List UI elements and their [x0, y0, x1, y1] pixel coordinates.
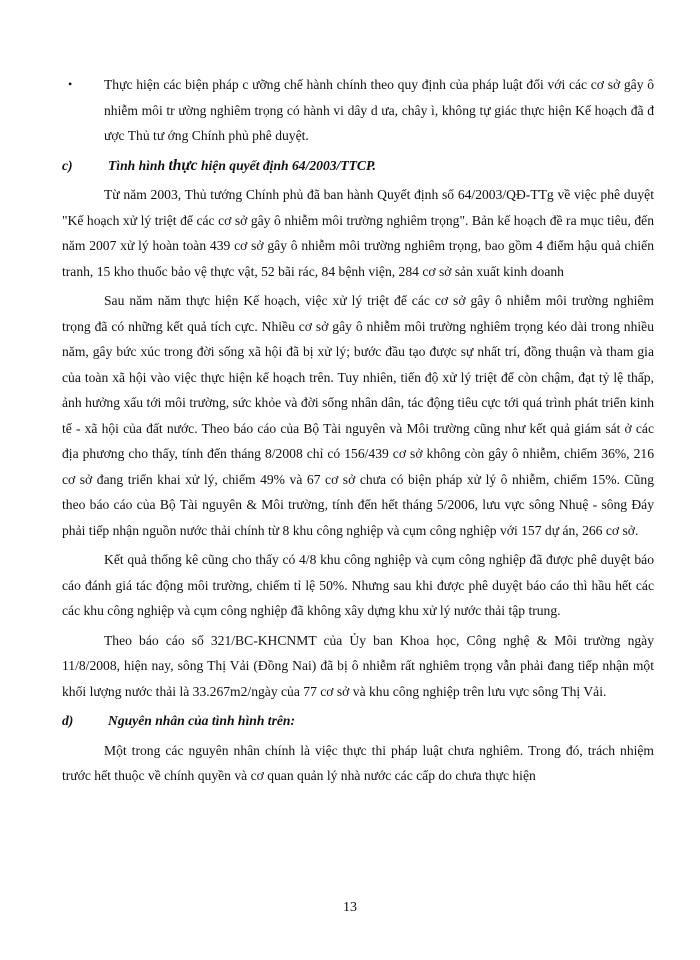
section-c-marker: c)	[62, 157, 73, 173]
section-c-heading	[62, 153, 654, 179]
section-d-marker: d)	[62, 713, 74, 728]
section-c-title-part1: Tình hình	[108, 157, 169, 173]
paragraph-c-2: Sau năm năm thực hiện Kế hoạch, việc xử lý triệt để các cơ sở gây ô nhiễm môi trường nghiêm trọng đã có những kết quả tích cực. Nhiều cơ sở gây ô nhiễm môi trường nghiêm trọng kéo dài trong nhiều năm, gây bức xúc trong đời sống xã hội đã bị xử lý; bước đầu tạo được sự nhất trí, đồng thuận và tham gia của toàn xã hội vào việc thực hiện kế hoạch trên. Tuy nhiên, tiến độ xử lý triệt để còn chậm, đạt tỷ lệ thấp, ảnh hưởng xấu tới môi trường, sức khỏe và đời sống nhân dân, tác động tiêu cực tới quá trình phát triển kinh tế - xã hội của đất nước. Theo báo cáo của Bộ Tài nguyên và Môi trường cũng như kết quả giám sát ở các địa phương cho thấy, tính đến tháng 8/2008 chỉ có 156/439 cơ sở không còn gây ô nhiễm, chiếm 36%, 216 cơ sở đang triển khai xử lý, chiếm 49% và 67 cơ sở chưa có biện pháp xử lý ô nhiễm, chiếm 15%. Cũng theo báo cáo của Bộ Tài nguyên & Môi trường, tính đến hết tháng 5/2006, lưu vực sông Nhuệ - sông Đáy phải tiếp nhận nguồn nước thải chính từ 8 khu công nghiệp và cụm công nghiệp với 157 dự án, 266 cơ sở.	[62, 293, 654, 538]
section-c-title-emph: thực	[168, 156, 198, 174]
section-c-title-part2: hiện quyết định 64/2003/TTCP.	[197, 157, 376, 173]
bullet-paragraph	[62, 72, 654, 149]
bullet-text: Thực hiện các biện pháp c ưỡng chế hành chính theo quy định của pháp luật đối với các cơ sở gây ô nhiễm môi tr ường nghiêm trọng có hành vi dây d ưa, chây ì, không tự giác thực hiện Kế hoạch đã đ ược Thủ tư ớng Chính phủ phê duyệt.	[104, 77, 654, 143]
paragraph-c-1: Từ năm 2003, Thủ tướng Chính phủ đã ban hành Quyết định số 64/2003/QĐ-TTg về việc phê duyệt "Kế hoạch xử lý triệt để các cơ sở gây ô nhiễm môi trường nghiêm trọng". Bản kế hoạch đề ra mục tiêu, đến năm 2007 xử lý hoàn toàn 439 cơ sở gây ô nhiễm môi trường nghiêm trọng, bao gồm 4 điểm hậu quả chiến tranh, 15 kho thuốc bảo vệ thực vật, 52 bãi rác, 84 bệnh viện, 284 cơ sở sản xuất kinh doanh	[62, 187, 654, 279]
page-number: 13	[343, 900, 357, 915]
section-d-title: Nguyên nhân của tình hình trên:	[108, 713, 295, 728]
paragraph-d-1: Một trong các nguyên nhân chính là việc thực thi pháp luật chưa nghiêm. Trong đó, trách nhiệm trước hết thuộc về chính quyền và cơ quan quản lý nhà nước các cấp do chưa thực hiện	[62, 742, 654, 783]
page-content	[62, 72, 654, 793]
section-d-heading	[62, 708, 654, 734]
bullet-icon: •	[68, 77, 73, 91]
paragraph-c-3: Kết quả thống kê cũng cho thấy có 4/8 khu công nghiệp và cụm công nghiệp đã được phê duyệt báo cáo đánh giá tác động môi trường, chiếm tỉ lệ 50%. Nhưng sau khi được phê duyệt báo cáo thì hầu hết các các khu công nghiệp và cụm công nghiệp đã không xây dựng khu xử lý nước thải tập trung.	[62, 552, 654, 618]
paragraph-c-4: Theo báo cáo số 321/BC-KHCNMT của Ủy ban Khoa học, Công nghệ & Môi trường ngày 11/8/2008, hiện nay, sông Thị Vải (Đồng Nai) đã bị ô nhiễm rất nghiêm trọng vẫn phải đang tiếp nhận một khối lượng nước thải là 33.267m2/ngày của 77 cơ sở và khu công nghiệp trên lưu vực sông Thị Vải.	[62, 632, 654, 699]
